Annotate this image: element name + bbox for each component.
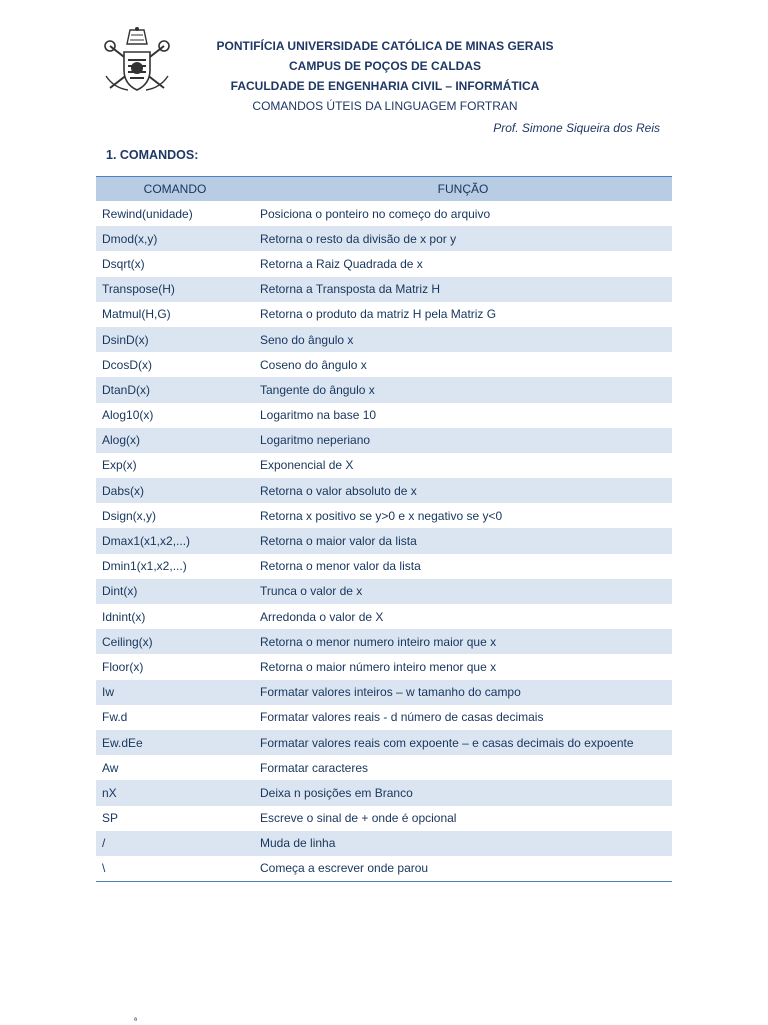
function-cell: Retorna a Transposta da Matriz H <box>254 277 672 302</box>
table-row <box>96 277 672 302</box>
command-cell: Fw.d <box>102 710 128 725</box>
function-cell: Exponencial de X <box>260 458 354 473</box>
header-university: PONTIFÍCIA UNIVERSIDADE CATÓLICA DE MINAS GERAIS <box>216 39 554 53</box>
table-row <box>96 604 672 629</box>
function-cell: Retorna o resto da divisão de x por y <box>254 226 672 251</box>
function-cell: Retorna o menor valor da lista <box>260 559 421 574</box>
command-cell: / <box>96 831 254 856</box>
function-cell: Tangente do ângulo x <box>254 377 672 402</box>
table-row <box>96 226 672 251</box>
function-cell: Coseno do ângulo x <box>260 357 367 372</box>
table-row <box>96 352 672 377</box>
function-cell: Formatar valores reais - d número de casas decimais <box>260 710 544 725</box>
command-cell: Iw <box>96 680 254 705</box>
function-cell: Formatar caracteres <box>260 760 369 775</box>
command-cell: Dsign(x,y) <box>102 508 157 523</box>
function-cell: Retorna o maior número inteiro menor que x <box>260 659 497 674</box>
table-row <box>96 554 672 579</box>
table-row <box>96 403 672 428</box>
function-cell: Posiciona o ponteiro no começo do arquivo <box>260 206 491 221</box>
function-cell: Seno do ângulo x <box>254 327 672 352</box>
table-row <box>96 201 672 226</box>
command-cell: Floor(x) <box>102 659 144 674</box>
function-cell: Logaritmo na base 10 <box>260 408 377 423</box>
table-row <box>96 705 672 730</box>
table-row <box>96 831 672 856</box>
section-title: 1. COMANDOS: <box>106 148 199 162</box>
table-row <box>96 302 672 327</box>
table-row <box>96 780 672 805</box>
function-cell: Começa a escrever onde parou <box>254 856 672 882</box>
function-cell: Retorna o valor absoluto de x <box>254 478 672 503</box>
function-cell: Retorna x positivo se y>0 e x negativo se y<0 <box>260 508 503 523</box>
column-header-command: COMANDO <box>96 177 254 202</box>
table-row <box>96 629 672 654</box>
command-cell: Exp(x) <box>102 458 137 473</box>
table-header-row <box>96 177 672 202</box>
table-row <box>96 680 672 705</box>
table-row <box>96 730 672 755</box>
command-cell: SP <box>102 811 119 826</box>
command-cell: Dint(x) <box>96 579 254 604</box>
function-cell: Formatar valores reais com expoente – e casas decimais do expoente <box>254 730 672 755</box>
header-faculty: FACULDADE DE ENGENHARIA CIVIL – INFORMÁTICA <box>230 79 540 93</box>
function-cell: Trunca o valor de x <box>254 579 672 604</box>
footer-mark: ª <box>134 1016 137 1025</box>
command-cell: Idnint(x) <box>102 609 146 624</box>
command-cell: DcosD(x) <box>102 357 152 372</box>
function-cell: Escreve o sinal de + onde é opcional <box>260 811 457 826</box>
table-row <box>96 453 672 478</box>
command-cell: Rewind(unidade) <box>102 206 193 221</box>
command-cell: Dsqrt(x) <box>102 256 145 271</box>
command-cell: Dmax1(x1,x2,...) <box>96 528 254 553</box>
command-cell: Transpose(H) <box>96 277 254 302</box>
command-cell: Dabs(x) <box>96 478 254 503</box>
command-cell: Matmul(H,G) <box>102 307 171 322</box>
command-cell: Aw <box>102 760 119 775</box>
table-row <box>96 856 672 882</box>
table-row <box>96 428 672 453</box>
header-document-title: COMANDOS ÚTEIS DA LINGUAGEM FORTRAN <box>252 99 518 113</box>
command-cell: \ <box>96 856 254 882</box>
command-cell: Ceiling(x) <box>96 629 254 654</box>
document-header <box>150 36 620 116</box>
table-row <box>96 654 672 679</box>
function-cell: Retorna o maior valor da lista <box>254 528 672 553</box>
function-cell: Logaritmo neperiano <box>254 428 672 453</box>
command-cell: Ew.dEe <box>96 730 254 755</box>
table-row <box>96 503 672 528</box>
command-cell: Dmod(x,y) <box>96 226 254 251</box>
function-cell: Arredonda o valor de X <box>260 609 384 624</box>
table-row <box>96 755 672 780</box>
table-row <box>96 806 672 831</box>
function-cell: Retorna a Raiz Quadrada de x <box>260 256 423 271</box>
table-row <box>96 478 672 503</box>
command-cell: Alog(x) <box>96 428 254 453</box>
table-row <box>96 377 672 402</box>
command-cell: Dmin1(x1,x2,...) <box>102 559 187 574</box>
function-cell: Deixa n posições em Branco <box>254 780 672 805</box>
function-cell: Retorna o menor numero inteiro maior que x <box>254 629 672 654</box>
function-cell: Muda de linha <box>254 831 672 856</box>
command-cell: Alog10(x) <box>102 408 154 423</box>
function-cell: Retorna o produto da matriz H pela Matriz G <box>260 307 497 322</box>
function-cell: Formatar valores inteiros – w tamanho do campo <box>254 680 672 705</box>
command-cell: DtanD(x) <box>96 377 254 402</box>
table-row <box>96 327 672 352</box>
column-header-function: FUNÇÃO <box>254 177 672 202</box>
command-cell: nX <box>96 780 254 805</box>
command-cell: DsinD(x) <box>96 327 254 352</box>
author-name: Prof. Simone Siqueira dos Reis <box>493 121 660 135</box>
commands-table <box>96 176 672 882</box>
table-row <box>96 528 672 553</box>
table-row <box>96 579 672 604</box>
table-row <box>96 251 672 276</box>
header-campus: CAMPUS DE POÇOS DE CALDAS <box>288 59 482 73</box>
